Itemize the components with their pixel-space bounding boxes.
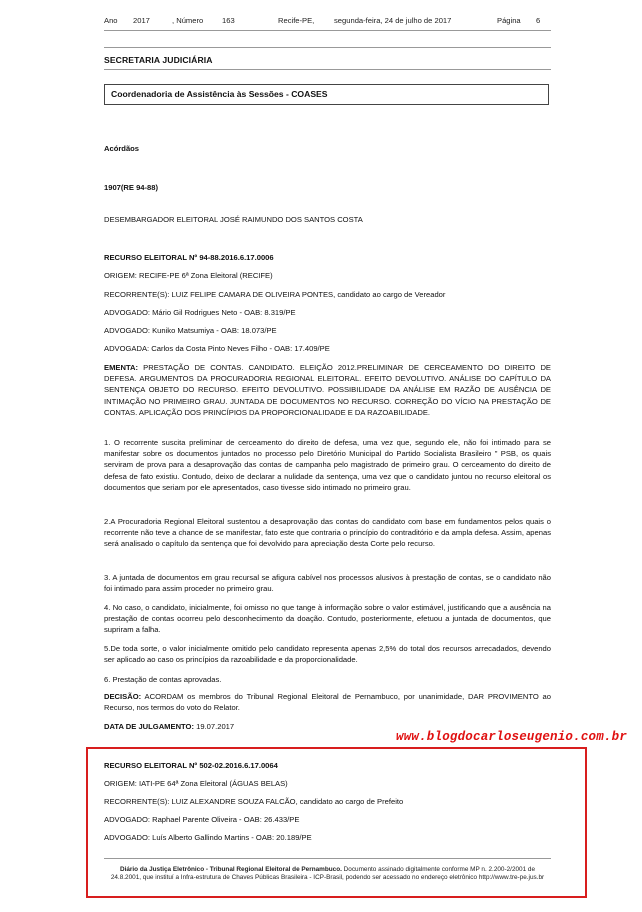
data: segunda-feira, 24 de julho de 2017 (334, 16, 452, 25)
advogado-1: ADVOGADO: Mário Gil Rodrigues Neto - OAB: 8.319/PE (104, 308, 296, 317)
advogado-2: ADVOGADO: Kuniko Matsumiya - OAB: 18.073/PE (104, 326, 277, 335)
decisao-label: DECISÃO: (104, 692, 142, 701)
paragraph-4: 4. No caso, o candidato, inicialmente, foi omisso no que tange à informação sobre o valor estimável, justificando que a ausência na prestação de contas ocorreu pelo desconhecimento da doação. Contudo, posteriormente, efetuou a juntada de documentos, que supriram a falha. (104, 603, 551, 635)
advogado-3: ADVOGADA: Carlos da Costa Pinto Neves Filho - OAB: 17.409/PE (104, 344, 330, 353)
origem: ORIGEM: RECIFE-PE 6ª Zona Eleitoral (RECIFE) (104, 271, 273, 280)
footer-text: Documento assinado digitalmente conforme MP n. 2.200-2/2001 de 24.8.2001, que instituí a Infra-estrutura de Chaves Públicas Brasileira - ICP-Brasil, podendo ser acessado no endereço eletrônico http://www.tre-pe.jus.br (110, 866, 545, 881)
section-title: SECRETARIA JUDICIÁRIA (104, 55, 213, 65)
page-header (0, 16, 642, 30)
coordenadoria-title: Coordenadoria de Assistência às Sessões - COASES (111, 89, 328, 99)
recorrente: RECORRENTE(S): LUIZ FELIPE CAMARA DE OLIVEIRA PONTES, candidato ao cargo de Vereador (104, 290, 446, 299)
pagina-label: Página (497, 16, 521, 25)
footer-rule (104, 858, 551, 859)
paragraph-2: 2.A Procuradoria Regional Eleitoral sustentou a desaprovação das contas do candidato com base em fundamentos pelos quais o recorrente não teve a chance de se manifestar, fato este que contraria o princípio do contraditório e da ampla defesa. Assim, apenas será analisado o capítulo da sentença que foi devolvido para apreciação desta Corte pelo recurso. (104, 517, 551, 549)
page-footer (104, 866, 551, 881)
advogado-2-1: ADVOGADO: Raphael Parente Oliveira - OAB: 26.433/PE (104, 815, 300, 824)
advogado-2-2: ADVOGADO: Luís Alberto Gallindo Martins - OAB: 20.189/PE (104, 833, 312, 842)
paragraph-1: 1. O recorrente suscita preliminar de cerceamento do direito de defesa, uma vez que, segundo ele, não foi intimado para se manifestar sobre os documentos juntados no processo pelo Diretório Municipal do Partido Socialista Brasileiro " PSB, os quais serviram de prova para a desaprovação das contas de campanha pelo magistrado de primeiro grau. O cerceamento do direito de defesa de fato existiu. Contudo, deixo de declarar a nulidade da sentença, uma vez que o candidato juntou no recurso eleitoral os documentos que seriam por ele apresentados, caso tivesse sido intimado no primeiro grau. (104, 438, 551, 492)
recorrente-2: RECORRENTE(S): LUIZ ALEXANDRE SOUZA FALCÃO, candidato ao cargo de Prefeito (104, 797, 404, 806)
footer-bold: Diário da Justiça Eletrônico - Tribunal Regional Eleitoral de Pernambuco. (119, 866, 342, 873)
acordaos-heading: Acórdãos (104, 144, 140, 153)
julgamento-label: DATA DE JULGAMENTO: (104, 722, 194, 731)
origem-2: ORIGEM: IATI-PE 64ª Zona Eleitoral (ÁGUAS BELAS) (104, 779, 288, 788)
data-julgamento (104, 721, 234, 732)
paragraph-5: 5.De toda sorte, o valor inicialmente omitido pelo candidato representa apenas 2,5% do total dos recursos arrecadados, devendo ser aplicado ao caso os princípios da razoabilidade e da proporcionalidade. (104, 644, 551, 665)
numero-value: 163 (222, 16, 235, 25)
process-ref: 1907(RE 94-88) (104, 183, 159, 192)
recurso-number: RECURSO ELEITORAL Nº 94-88.2016.6.17.0006 (104, 253, 274, 262)
section-rule-top (104, 47, 551, 48)
julgamento-value: 19.07.2017 (194, 722, 235, 731)
paragraph-3: 3. A juntada de documentos em grau recursal se afigura cabível nos processos alusivos à prestação de contas, se o candidato não foi intimado para assim proceder no primeiro grau. (104, 573, 551, 594)
section-rule-bottom (104, 69, 551, 70)
header-rule (104, 30, 551, 31)
ano-value: 2017 (133, 16, 150, 25)
ementa-text: PRESTAÇÃO DE CONTAS. CANDIDATO. ELEIÇÃO 2012.PRELIMINAR DE CERCEAMENTO DO DIREITO DE DEFESA. ARGUMENTOS DA PROCURADORIA REGIONAL ELEITORAL. EFEITO DEVOLUTIVO. ANÁLISE DO CAPÍTULO DA SENTENÇA OBJETO DO RECURSO. EFEITO DEVOLUTIVO. POSSIBILIDADE DA ANÁLISE EM RAZÃO DE AUSÊNCIA DE INTIMAÇÃO NO PRIMEIRO GRAU. JUNTADA DE DOCUMENTOS NO RECURSO. CORREÇÃO DO VÍCIO NA PRESTAÇÃO DE CONTAS. APLICAÇÃO DOS PRINCÍPIOS DA PROPORCIONALIDADE E DA RAZOABILIDADE. (104, 363, 551, 417)
relator: DESEMBARGADOR ELEITORAL JOSÉ RAIMUNDO DOS SANTOS COSTA (104, 215, 363, 224)
pagina-value: 6 (536, 16, 541, 25)
paragraph-6: 6. Prestação de contas aprovadas. (104, 675, 222, 684)
coordenadoria-box (104, 84, 549, 105)
ementa (104, 362, 551, 418)
ementa-label: EMENTA: (104, 363, 139, 372)
recurso-2-number: RECURSO ELEITORAL Nº 502-02.2016.6.17.0064 (104, 761, 278, 770)
decisao-text: ACORDAM os membros do Tribunal Regional Eleitoral de Pernambuco, por unanimidade, DAR PROVIMENTO ao Recurso, nos termos do voto do Relator. (104, 692, 551, 713)
ano-label: Ano (104, 16, 118, 25)
decisao (104, 691, 551, 713)
blog-watermark: www.blogdocarloseugenio.com.br (396, 730, 628, 744)
cidade: Recife-PE, (278, 16, 315, 25)
numero-label: , Número (172, 16, 204, 25)
